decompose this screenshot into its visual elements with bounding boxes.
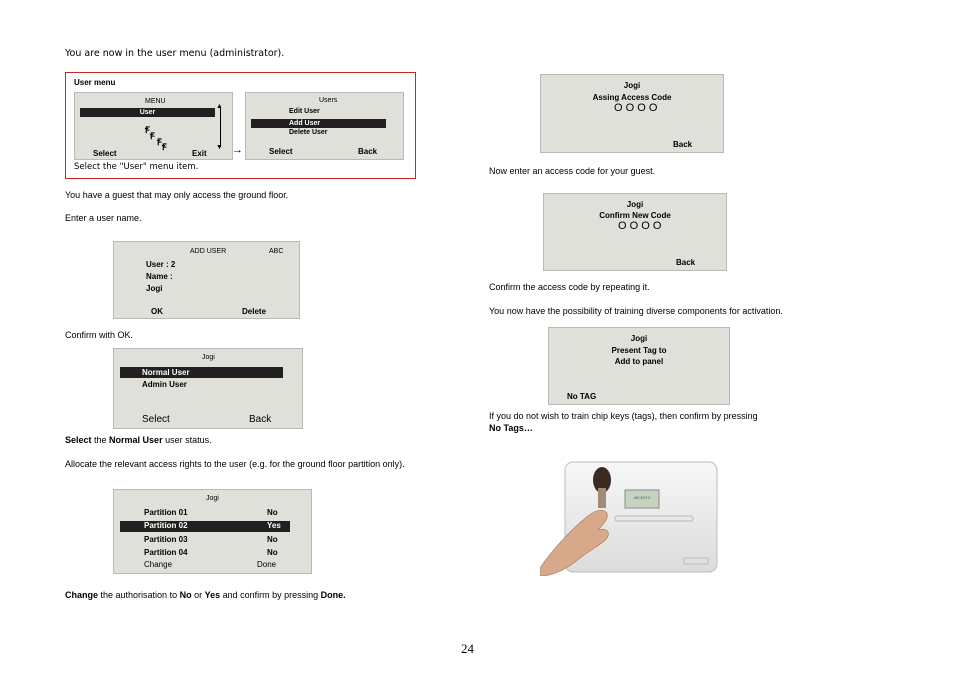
frame-title: User menu [74, 78, 116, 87]
lcd-menu-header: MENU [145, 98, 166, 105]
partition-row-3-name[interactable]: Partition 03 [144, 535, 188, 544]
no-tags-text: If you do not wish to train chip keys (tags), then confirm by pressing [489, 411, 758, 421]
lcd-users-edit[interactable]: Edit User [289, 108, 320, 115]
lcd-users-back[interactable]: Back [358, 147, 378, 156]
cascade-icon-3: Ꞙ [157, 137, 162, 147]
cascade-icon-4: Ꞙ [162, 142, 167, 152]
lcd-add-user-line1: User : 2 [146, 260, 176, 269]
lcd-present-tag-line2: Present Tag to [611, 346, 667, 355]
lcd-users-header: Users [319, 97, 338, 104]
no-tags-bold: No Tags… [489, 423, 533, 433]
lcd-add-user-ok[interactable]: OK [151, 307, 163, 316]
allocate-text: Allocate the relevant access rights to the user (e.g. for the ground floor partition only). [65, 459, 405, 469]
lcd-menu-exit[interactable]: Exit [192, 149, 207, 158]
select-status-text: Select the Normal User user status. [65, 435, 212, 445]
lcd-present-tag [548, 327, 730, 405]
lcd-add-user-line3[interactable]: Jogi [146, 284, 163, 293]
scroll-down-arrow-icon: ▼ [216, 144, 223, 151]
partition-row-2-value: Yes [267, 521, 281, 530]
photo-panel-label [684, 558, 708, 564]
user-menu-frame [65, 72, 416, 179]
change-auth-text: Change the authorisation to No or Yes and confirm by pressing Done. [65, 590, 346, 600]
photo-lcd-text: ABCDEFG [633, 496, 651, 500]
lcd-user-status-back[interactable]: Back [249, 414, 272, 425]
lcd-user-status-header: Jogi [202, 354, 215, 361]
training-text: You now have the possibility of training diverse components for activation. [489, 306, 783, 316]
lcd-users [245, 92, 404, 160]
cascade-icon: Ꞙ [145, 125, 148, 135]
lcd-menu-select[interactable]: Select [93, 149, 117, 158]
panel-photo-svg [540, 458, 720, 576]
lcd-confirm-code-name: Jogi [626, 200, 644, 209]
lcd-access-code [540, 74, 724, 153]
partition-row-4-value: No [267, 548, 278, 557]
lcd-users-delete[interactable]: Delete User [289, 129, 328, 136]
partition-row-1-value: No [267, 508, 278, 517]
enter-code-text: Now enter an access code for your guest. [489, 166, 656, 176]
lcd-user-status-normal[interactable]: Normal User [120, 367, 283, 378]
partition-row-2-name[interactable]: Partition 02 [144, 521, 188, 530]
photo-panel-bar [615, 516, 693, 521]
lcd-partitions [113, 489, 312, 574]
lcd-access-code-name: Jogi [623, 81, 641, 90]
page-number: 24 [461, 641, 474, 656]
lcd-user-status-select[interactable]: Select [142, 414, 170, 425]
enter-name-text: Enter a user name. [65, 213, 142, 223]
confirm-code-text: Confirm the access code by repeating it. [489, 282, 650, 292]
lcd-present-tag-no-tag[interactable]: No TAG [567, 392, 597, 401]
lcd-user-status [113, 348, 303, 429]
lcd-present-tag-name: Jogi [630, 334, 648, 343]
guest-text: You have a guest that may only access the ground floor. [65, 190, 289, 200]
arrow-right-icon: → [232, 144, 243, 156]
lcd-access-code-back[interactable]: Back [673, 140, 693, 149]
lcd-menu [74, 92, 233, 160]
lcd-confirm-code [543, 193, 727, 271]
intro-text: You are now in the user menu (administrator). [65, 48, 285, 59]
lcd-partitions-done[interactable]: Done [257, 560, 277, 569]
lcd-user-status-admin[interactable]: Admin User [142, 380, 187, 389]
lcd-partitions-header: Jogi [206, 495, 219, 502]
panel-photo [540, 458, 720, 576]
lcd-confirm-code-digits[interactable]: O O O O [618, 220, 662, 232]
lcd-present-tag-line3: Add to panel [614, 357, 664, 366]
cascade-icon-2: Ꞙ [150, 131, 155, 141]
lcd-access-code-digits[interactable]: O O O O [614, 102, 658, 114]
lcd-add-user [113, 241, 300, 319]
partition-row-3-value: No [267, 535, 278, 544]
scroll-line [220, 107, 221, 147]
lcd-add-user-line2: Name : [146, 272, 173, 281]
lcd-partitions-change[interactable]: Change [144, 560, 173, 569]
frame-caption: Select the "User" menu item. [74, 162, 199, 172]
lcd-add-user-mode: ABC [269, 248, 284, 255]
partition-row-1-name[interactable]: Partition 01 [144, 508, 188, 517]
lcd-menu-item-user[interactable]: User [80, 108, 215, 117]
lcd-confirm-code-back[interactable]: Back [676, 258, 696, 267]
scroll-up-arrow-icon: ▲ [216, 103, 223, 110]
lcd-add-user-header: ADD USER [190, 248, 227, 255]
lcd-users-add[interactable]: Add User [251, 119, 386, 128]
confirm-ok-text: Confirm with OK. [65, 330, 134, 340]
lcd-add-user-delete[interactable]: Delete [242, 307, 267, 316]
photo-tag-strap [598, 488, 606, 508]
lcd-users-select[interactable]: Select [269, 147, 293, 156]
partition-row-4-name[interactable]: Partition 04 [144, 548, 188, 557]
lcd-confirm-code-title: Confirm New Code [599, 211, 671, 220]
lcd-access-code-title: Assing Access Code [592, 93, 672, 102]
